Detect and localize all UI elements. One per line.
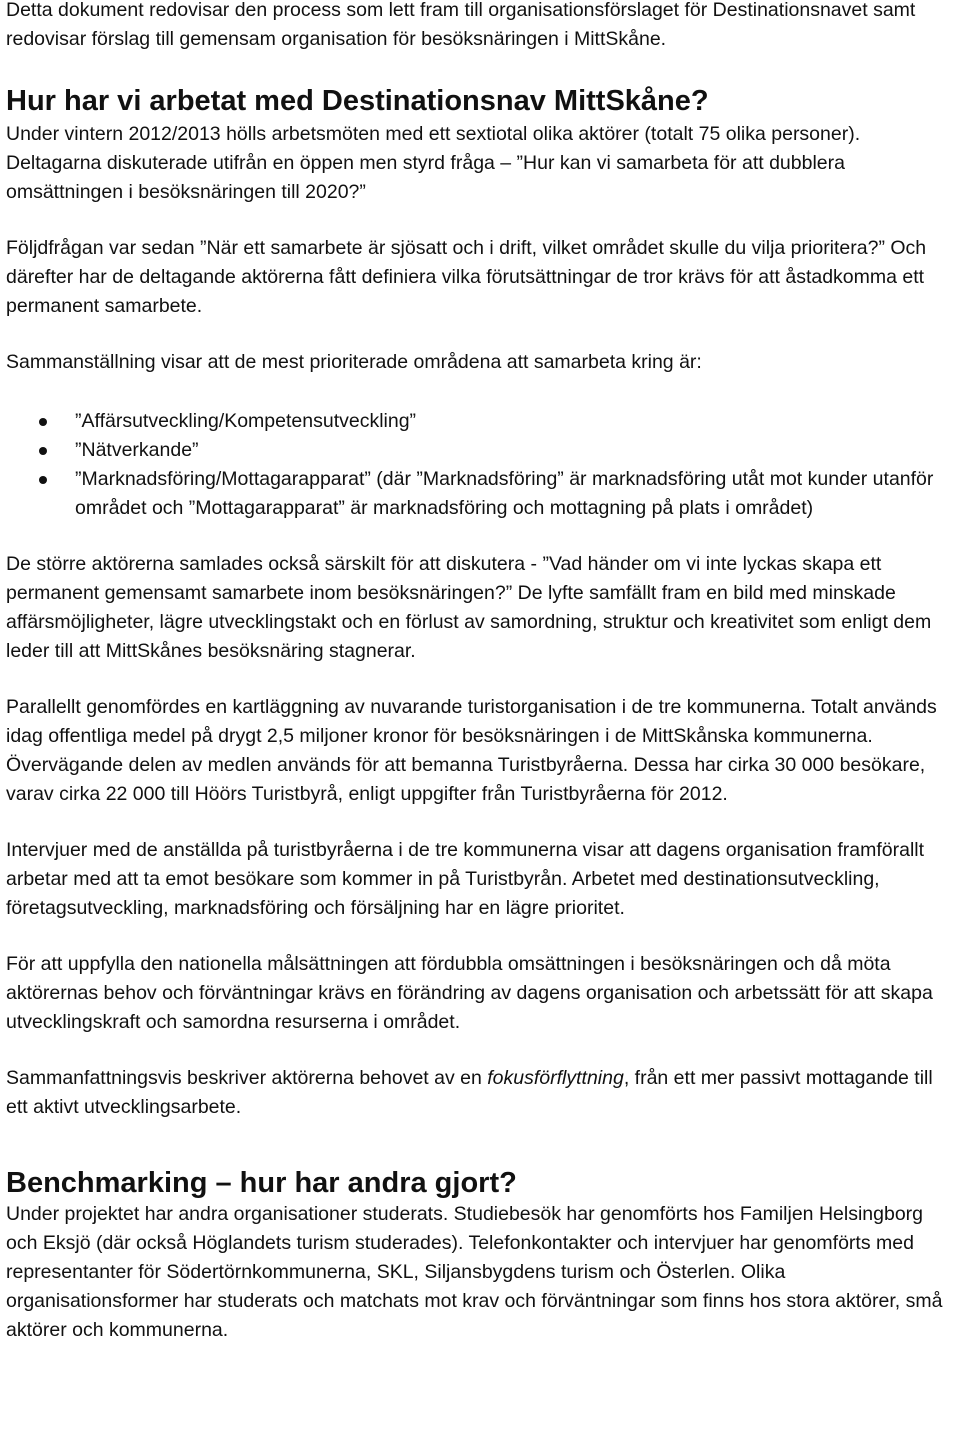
intro-paragraph: Detta dokument redovisar den process som lett fram till organisationsförslaget för Destinationsnavet samt redovisar förslag till gemensam organisation för besöksnäringen i MittSkåne. <box>6 0 916 50</box>
section-heading-process: Hur har vi arbetat med Destinationsnav MittSkåne? <box>6 85 709 117</box>
list-item <box>6 465 956 523</box>
paragraph-workshops: Under vintern 2012/2013 hölls arbetsmöten med ett sextiotal olika aktörer (totalt 75 olika personer). Deltagarna diskuterade utifrån en öppen men styrd fråga – ”Hur kan vi samarbeta för att dubblera omsättningen i besöksnäringen till 2020?” <box>6 123 861 203</box>
paragraph-mapping: Parallellt genomfördes en kartläggning av nuvarande turistorganisation i de tre kommunerna. Totalt används idag offentliga medel på drygt 2,5 miljoner kronor för besöksnäringen i de MittSkånska kommunerna. Övervägande delen av medlen används för att bemanna Turistbyråerna. Dessa har cirka 30 000 besökare, varav cirka 22 000 till Höörs Turistbyrå, enligt uppgifter från Turistbyråerna för 2012. <box>6 696 937 805</box>
focus-shift-text-start: Sammanfattningsvis beskriver aktörerna behovet av en <box>6 1067 488 1089</box>
focus-shift-text-end: , från ett mer passivt mottagande till ett aktivt utvecklingsarbete. <box>6 1067 933 1118</box>
focus-shift-emphasis: fokusförflyttning <box>487 1067 624 1089</box>
paragraph-larger-actors: De större aktörerna samlades också särskilt för att diskutera - ”Vad händer om vi inte lyckas skapa ett permanent gemensamt samarbete inom besöksnäringen?” De lyfte samfällt fram en bild med minskade affärsmöjligheter, lägre utvecklingstakt och en förlust av samordning, struktur och kreativitet som enligt dem leder till att MittSkånes besöksnäring stagnerar. <box>6 553 932 662</box>
paragraph-national-goal: För att uppfylla den nationella målsättningen att fördubbla omsättningen i besöksnäringen och då möta aktörernas behov och förväntningar krävs en förändring av dagens organisation och arbetssätt för att skapa utvecklingskraft och samordna resurserna i området. <box>6 953 933 1033</box>
list-item-text: ”Marknadsföring/Mottagarapparat” (där ”Marknadsföring” är marknadsföring utåt mot kunder utanför området och ”Mottagarapparat” är marknadsföring och mottagning på plats i området) <box>75 468 934 519</box>
list-item-text: ”Affärsutveckling/Kompetensutveckling” <box>75 410 417 432</box>
list-item-text: ”Nätverkande” <box>75 439 199 461</box>
bullet-dot-icon <box>39 476 47 484</box>
bullet-dot-icon <box>39 418 47 426</box>
paragraph-followup-question: Följdfrågan var sedan ”När ett samarbete är sjösatt och i drift, vilket området skulle du vilja prioritera?” Och därefter har de deltagande aktörerna fått definiera vilka förutsättningar de tror krävs för att åstadkomma ett permanent samarbete. <box>6 237 927 317</box>
paragraph-summary-intro: Sammanställning visar att de mest prioriterade områdena att samarbeta kring är: <box>6 351 702 373</box>
priority-areas-list <box>6 407 956 523</box>
paragraph-benchmarking: Under projektet har andra organisationer studerats. Studiebesök har genomförts hos Familjen Helsingborg och Eksjö (där också Höglandets turism studerades). Telefonkontakter och intervjuer har genomförts med representanter för Södertörnkommunerna, SKL, Siljansbygdens turism och Österlen. Olika organisationsformer har studerats och matchats mot krav och förväntningar som finns hos stora aktörer, små aktörer och kommunerna. <box>6 1203 943 1341</box>
list-item <box>6 407 956 436</box>
list-item <box>6 436 956 465</box>
paragraph-focus-shift <box>6 1064 956 1122</box>
bullet-dot-icon <box>39 447 47 455</box>
paragraph-interviews: Intervjuer med de anställda på turistbyråerna i de tre kommunerna visar att dagens organisation framförallt arbetar med att ta emot besökare som kommer in på Turistbyrån. Arbetet med destinationsutveckling, företagsutveckling, marknadsföring och försäljning har en lägre prioritet. <box>6 839 925 919</box>
section-heading-benchmarking: Benchmarking – hur har andra gjort? <box>6 1167 517 1199</box>
